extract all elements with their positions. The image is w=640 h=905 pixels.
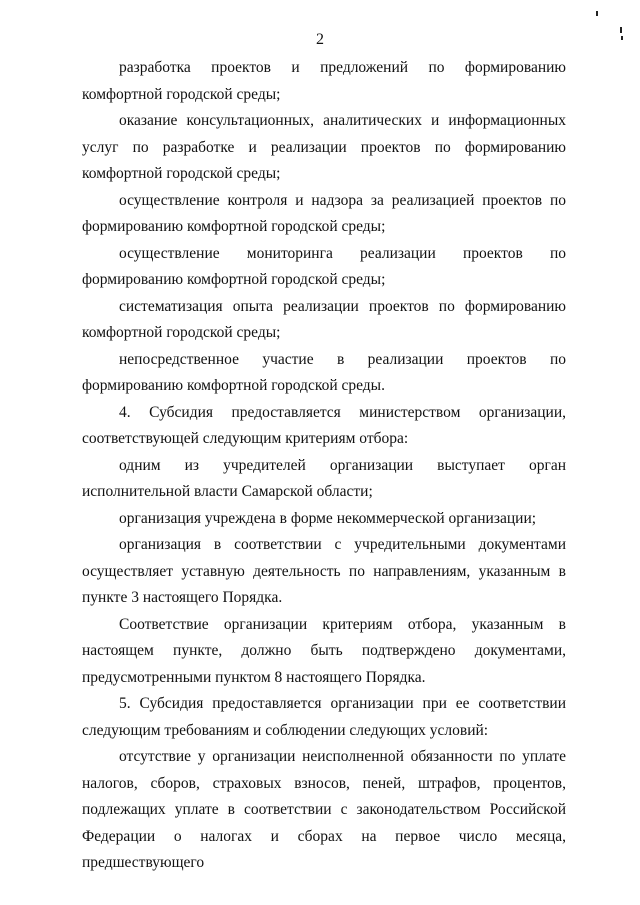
paragraph: организация в соответствии с учредительными документами осуществляет уставную деятельность по направлениям, указанным в пункте 3 настоящего Порядка.	[82, 536, 566, 606]
document-body	[82, 55, 566, 877]
paragraph: разработка проектов и предложений по формированию комфортной городской среды;	[82, 59, 566, 103]
paragraph: оказание консультационных, аналитических и информационных услуг по разработке и реализации проектов по формированию комфортной городской среды;	[82, 112, 566, 182]
paragraph: Соответствие организации критериям отбора, указанным в настоящем пункте, должно быть подтверждено документами, предусмотренными пунктом 8 настоящего Порядка.	[82, 615, 566, 686]
paragraph-item-4: 4. Субсидия предоставляется министерством организации, соответствующей следующим критериям отбора:	[82, 403, 566, 447]
paragraph: отсутствие у организации неисполненной обязанности по уплате налогов, сборов, страховых взносов, пеней, штрафов, процентов, подлежащих уплате в соответствии с законодательством Российской Федерации о налогах и сборах на первое число месяца, предшествующего	[82, 748, 566, 871]
page-number: 2	[316, 31, 324, 48]
paragraph: осуществление контроля и надзора за реализацией проектов по формированию комфортной городской среды;	[82, 191, 566, 235]
paragraph: одним из учредителей организации выступает орган исполнительной власти Самарской области;	[82, 456, 566, 500]
paragraph-item-5: 5. Субсидия предоставляется организации при ее соответствии следующим требованиям и соблюдении следующих условий:	[82, 695, 566, 739]
paragraph: непосредственное участие в реализации проектов по формированию комфортной городской среды.	[82, 350, 566, 394]
scan-mark	[596, 11, 598, 16]
paragraph: организация учреждена в форме некоммерческой организации;	[119, 509, 537, 527]
paragraph: систематизация опыта реализации проектов по формированию комфортной городской среды;	[82, 297, 566, 341]
scan-mark	[620, 27, 622, 33]
scan-mark	[621, 36, 623, 40]
paragraph: осуществление мониторинга реализации проектов по формированию комфортной городской среды;	[82, 244, 566, 288]
